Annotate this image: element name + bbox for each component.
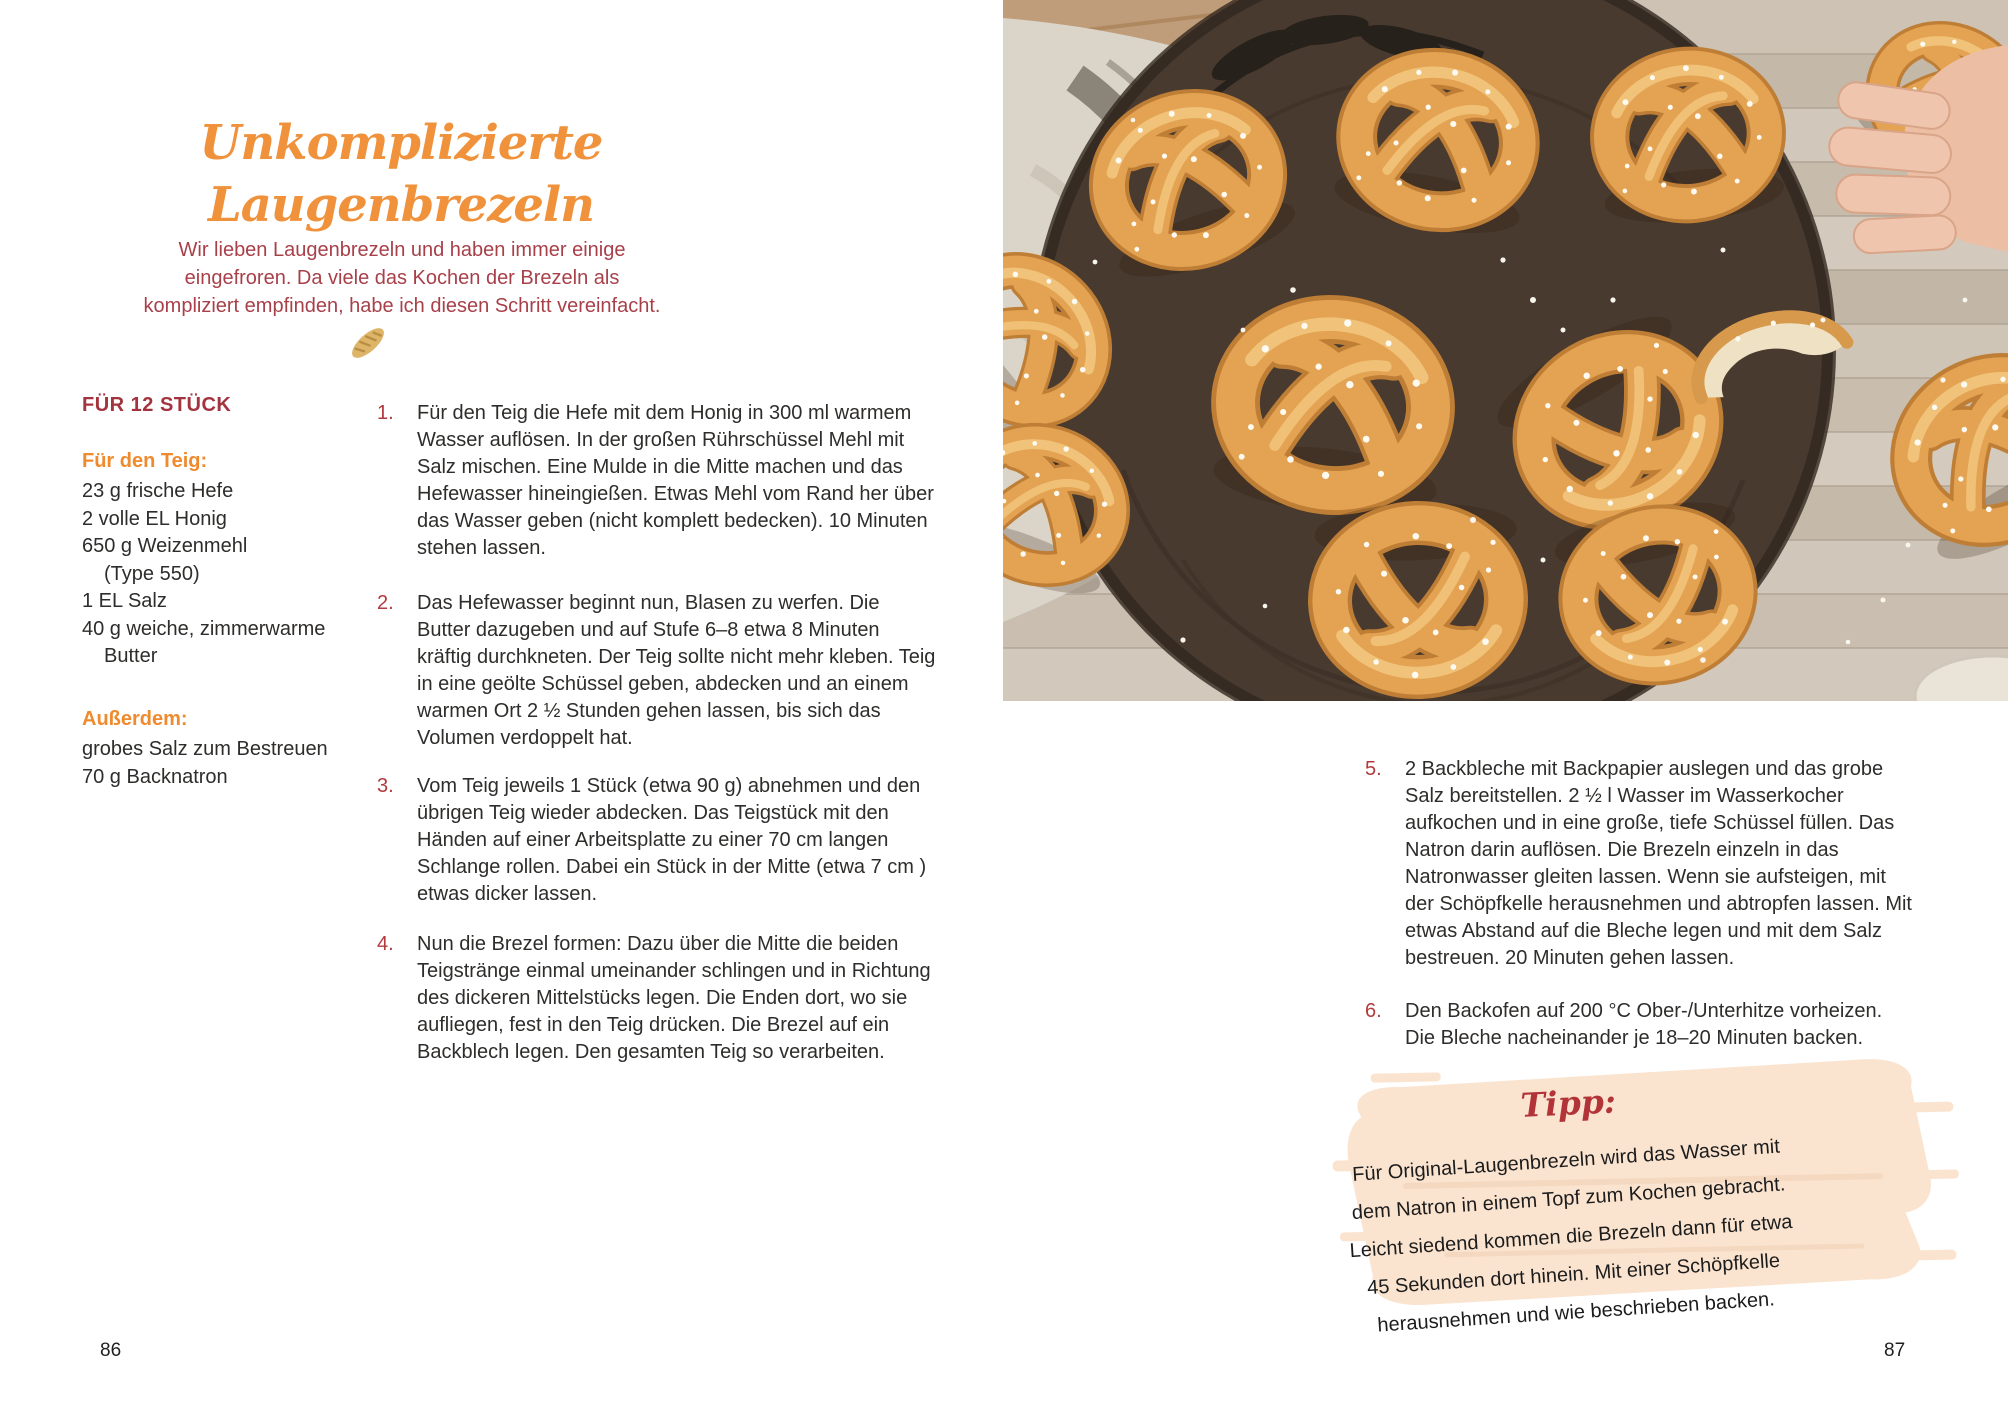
ingredient-group-heading: Für den Teig:: [82, 450, 208, 472]
step-number: 5.: [1365, 758, 1382, 780]
tip-line: herausnehmen und wie beschrieben backen.: [1376, 1288, 1776, 1337]
recipe-step-2: [377, 590, 937, 752]
tip-heading: Tipp:: [1519, 1081, 1617, 1125]
recipe-step-3: [377, 773, 937, 908]
recipe-step-1: [377, 400, 937, 562]
ingredient-line: 650 g Weizenmehl: [82, 535, 248, 557]
step-text: Nun die Brezel formen: Dazu über die Mitte die beiden Teigstränge einmal umeinander schlingen und in Richtung des dickeren Mittelstücks legen. Die Enden dort, wo sie aufliegen, fest in den Teig drücken. Die Brezel auf ein Backblech legen. Den gesamten Teig so verarbeiten.: [417, 933, 931, 1063]
ingredient-line: 1 EL Salz: [82, 590, 167, 612]
step-number: 2.: [377, 592, 394, 614]
tip-line: Für Original-Laugenbrezeln wird das Wasser mit: [1351, 1135, 1781, 1186]
step-text: Vom Teig jeweils 1 Stück (etwa 90 g) abnehmen und den übrigen Teig wieder abdecken. Das Teigstück mit den Händen auf einer Arbeitsplatte zu einer 70 cm langen Schlange rollen. Dabei ein Stück in der Mitte (etwa 7 cm ) etwas dicker lassen.: [417, 775, 927, 905]
page-number-left: 86: [100, 1340, 122, 1361]
yield-heading: FÜR 12 STÜCK: [82, 394, 232, 416]
ingredient-line: 2 volle EL Honig: [82, 507, 227, 530]
step-text: 2 Backbleche mit Backpapier auslegen und das grobe Salz bereitstellen. 2 ½ l Wasser im Wasserkocher aufkochen und in eine große, tiefe Schüssel füllen. Das Natron darin auflösen. Die Brezeln einzeln in das Natronwasser gleiten lassen. Wenn sie aufsteigen, mit der Schöpfkelle herausnehmen und abtropfen lassen. Mit etwas Abstand auf die Bleche legen und mit dem Salz bestreuen. 20 Minuten gehen lassen.: [1405, 758, 1912, 969]
step-number: 3.: [377, 775, 394, 797]
baguette-icon-graphic: [342, 318, 394, 368]
ingredient-group-extra: [82, 704, 372, 791]
recipe-photo: [1003, 0, 2008, 701]
ingredient-group-heading: Außerdem:: [82, 708, 188, 730]
pretzel-photo-illustration: [1003, 0, 2008, 701]
tip-line: dem Natron in einem Topf zum Kochen gebracht.: [1351, 1173, 1786, 1225]
recipe-title: Unkomplizierte Laugenbrezeln: [199, 115, 603, 233]
step-text: Für den Teig die Hefe mit dem Honig in 300 ml warmem Wasser auflösen. In der großen Rührschüssel Mehl mit Salz mischen. Eine Mulde in die Mitte machen und das Hefewasser hineingießen. Etwas Mehl vom Rand her über das Wasser geben (nicht komplett bedecken). 10 Minuten stehen lassen.: [417, 402, 934, 559]
ingredient-line: 23 g frische Hefe: [82, 480, 234, 502]
step-text: Den Backofen auf 200 °C Ober-/Unterhitze vorheizen. Die Bleche nacheinander je 18–20 Minuten backen.: [1405, 1000, 1883, 1049]
step-number: 1.: [377, 402, 394, 424]
tip-line: 45 Sekunden dort hinein. Mit einer Schöpfkelle: [1366, 1249, 1781, 1300]
tip-text: [1340, 1127, 1802, 1346]
ingredient-line: (Type 550): [104, 562, 200, 585]
tip-box: [1330, 1049, 1963, 1337]
ingredient-line: Butter: [104, 645, 158, 667]
baguette-icon: [342, 318, 394, 368]
recipe-step-4: [377, 931, 937, 1066]
step-number: 4.: [377, 933, 394, 955]
ingredient-line: grobes Salz zum Bestreuen: [82, 738, 328, 760]
page-number-right: 87: [1884, 1340, 1906, 1361]
step-number: 6.: [1365, 1000, 1382, 1022]
ingredient-line: 70 g Backnatron: [82, 765, 228, 788]
recipe-step-6: [1365, 998, 1913, 1052]
step-text: Das Hefewasser beginnt nun, Blasen zu werfen. Die Butter dazugeben und auf Stufe 6–8 etwa 8 Minuten kräftig durchkneten. Der Teig sollte nicht mehr kleben. Teig in eine geölte Schüssel geben, abdecken und an einem warmen Ort 2 ½ Stunden gehen lassen, bis sich das Volumen verdoppelt hat.: [417, 592, 936, 749]
tip-line: Leicht siedend kommen die Brezeln dann für etwa: [1349, 1210, 1794, 1263]
ingredient-line: 40 g weiche, zimmerwarme: [82, 617, 326, 640]
recipe-intro: Wir lieben Laugenbrezeln und haben immer einige eingefroren. Da viele das Kochen der Brezeln als kompliziert empfinden, habe ich diesen Schritt vereinfacht.: [143, 239, 661, 317]
recipe-step-5: [1365, 756, 1913, 972]
ingredient-group-dough: [82, 446, 372, 671]
